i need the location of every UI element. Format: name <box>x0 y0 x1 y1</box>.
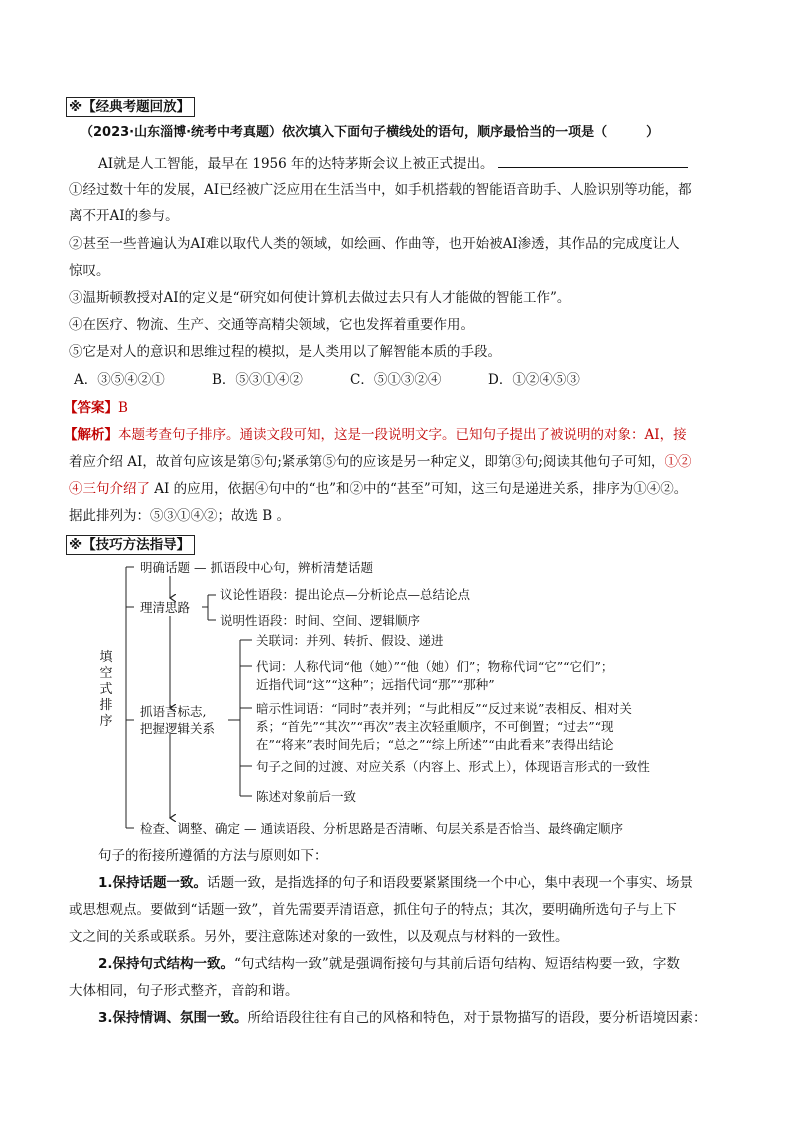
item-2b: 惊叹。 <box>69 263 110 279</box>
diagram-step-3-item-5: 系；“首先”“其次”“再次”表主次轻重顺序，不可倒置；“过去”“现 <box>256 719 614 734</box>
option-d: D．①②④⑤③ <box>488 372 580 388</box>
item-1a: ①经过数十年的发展，AI已经被广泛应用在生活当中，如手机搭载的智能语音助手、人脸识别等功能，都 <box>69 182 692 198</box>
analysis-text-2-red: ①② <box>664 454 692 470</box>
principle-2-text-1: “句式结构一致”就是强调衔接句与其前后语句结构、短语结构要一致，字数 <box>234 956 680 972</box>
analysis-line-4: 据此排列为：⑤③①④②；故选 B 。 <box>69 508 291 524</box>
diagram-step-3-item-3: 近指代词“这”“这种”；远指代词“那”“那种” <box>256 677 495 692</box>
diagram-step-4: 检查、调整、确定 — 通读语段、分析思路是否清晰、句层关系是否恰当、最终确定顺序 <box>140 821 623 836</box>
diagram-step-3-item-4: 暗示性词语：“同时”表并列；“与此相反”“反过来说”表相反、相对关 <box>256 701 632 716</box>
analysis-text-1: 本题考查句子排序。通读文段可知，这是一段说明文字。已知句子提出了被说明的对象：AI，接 <box>118 427 687 443</box>
analysis-label: 【解析】 <box>64 427 118 443</box>
principle-1-text-1: 话题一致，是指选择的句子和语段要紧紧围绕一个中心，集中表现一个事实、场景 <box>207 875 694 891</box>
principle-1-line-3: 文之间的关系或联系。另外，要注意陈述对象的一致性，以及观点与材料的一致性。 <box>69 929 569 945</box>
option-c: C．⑤①③②④ <box>350 372 442 388</box>
item-4: ④在医疗、物流、生产、交通等高精尖领域，它也发挥着重要作用。 <box>69 317 474 333</box>
answer-value: B <box>118 400 128 416</box>
principle-3-text-1: 所给语段往往有自己的风格和特色，对于景物描写的语段，要分析语境因素： <box>247 1010 707 1026</box>
principle-3-title: 3.保持情调、氛围一致。 <box>98 1010 248 1026</box>
diagram-step-2-item-1: 议论性语段：提出论点—分析论点—总结论点 <box>220 587 471 602</box>
section-heading-skills: ※【技巧方法指导】 <box>66 535 195 555</box>
principle-2-title: 2.保持句式结构一致。 <box>98 956 235 972</box>
diagram-step-2-item-2: 说明性语段：时间、空间、逻辑顺序 <box>220 613 421 628</box>
diagram-step-3-line-1: 抓语言标志, <box>140 704 207 719</box>
analysis-text-3: AI 的应用，依据④句中的“也”和②中的“甚至”可知，这三句是递进关系，排序为①④②。 <box>150 481 688 497</box>
diagram-step-1: 明确话题 — 抓语段中心句，辨析清楚话题 <box>140 560 373 575</box>
diagram-step-3-item-2: 代词：人称代词“他（她）”“他（她）们”；物称代词“它”“它们”； <box>256 659 614 674</box>
section-heading-review: ※【经典考题回放】 <box>66 97 195 117</box>
intro-text: AI就是人工智能，最早在 1956 年的达特茅斯会议上被正式提出。 <box>98 156 494 172</box>
option-b: B．⑤③①④② <box>212 372 303 388</box>
item-2a: ②甚至一些普遍认为AI难以取代人类的领域，如绘画、作曲等，也开始被AI渗透，其作品的完成度让人 <box>69 236 680 252</box>
diagram-step-3-item-1: 关联词：并列、转折、假设、递进 <box>256 633 444 648</box>
analysis-text-2: 着应介绍 AI，故首句应该是第⑤句;紧承第⑤句的应该是另一种定义，即第③句;阅读其他句子可知， <box>69 454 665 470</box>
analysis-text-3-red: ④三句介绍了 <box>69 481 150 497</box>
item-3: ③温斯顿教授对AI的定义是“研究如何使计算机去做过去只有人才能做的智能工作”。 <box>69 290 571 306</box>
question-source: （2023·山东淄博·统考中考真题） <box>80 125 283 140</box>
principles-intro: 句子的衔接所遵循的方法与原则如下： <box>98 848 328 864</box>
diagram-root-label: 填空式排序 <box>99 650 113 729</box>
answer-label: 【答案】 <box>64 400 118 416</box>
diagram-step-3-item-6: 在”“将来”表时间先后；“总之”“综上所述”“由此看来”表得出结论 <box>256 737 614 752</box>
diagram-step-2: 理清思路 <box>140 600 191 615</box>
principle-3-line-1 <box>98 1008 707 1028</box>
principle-1-line-1 <box>98 873 693 893</box>
question-text: 依次填入下面句子横线处的语句，顺序最恰当的一项是（ ） <box>282 125 660 140</box>
principle-1-line-2: 或思想观点。要做到“话题一致”，首先需要弄清语意，抓住句子的特点；其次，要明确所选句子与上下 <box>69 902 677 918</box>
principle-2-line-2: 大体相同，句子形式整齐，音韵和谐。 <box>69 983 299 999</box>
option-a: A．③⑤④②① <box>74 372 165 388</box>
principle-1-title: 1.保持话题一致。 <box>98 875 208 891</box>
diagram-step-3-line-2: 把握逻辑关系 <box>140 721 216 736</box>
diagram-step-3-item-8: 陈述对象前后一致 <box>256 789 357 804</box>
diagram-step-3-item-7: 句子之间的过渡、对应关系（内容上、形式上），体现语言形式的一致性 <box>256 759 650 774</box>
item-1b: 离不开AI的参与。 <box>69 208 179 224</box>
item-5: ⑤它是对人的意识和思维过程的模拟，是人类用以了解智能本质的手段。 <box>69 344 501 360</box>
principle-2-line-1 <box>98 954 680 974</box>
